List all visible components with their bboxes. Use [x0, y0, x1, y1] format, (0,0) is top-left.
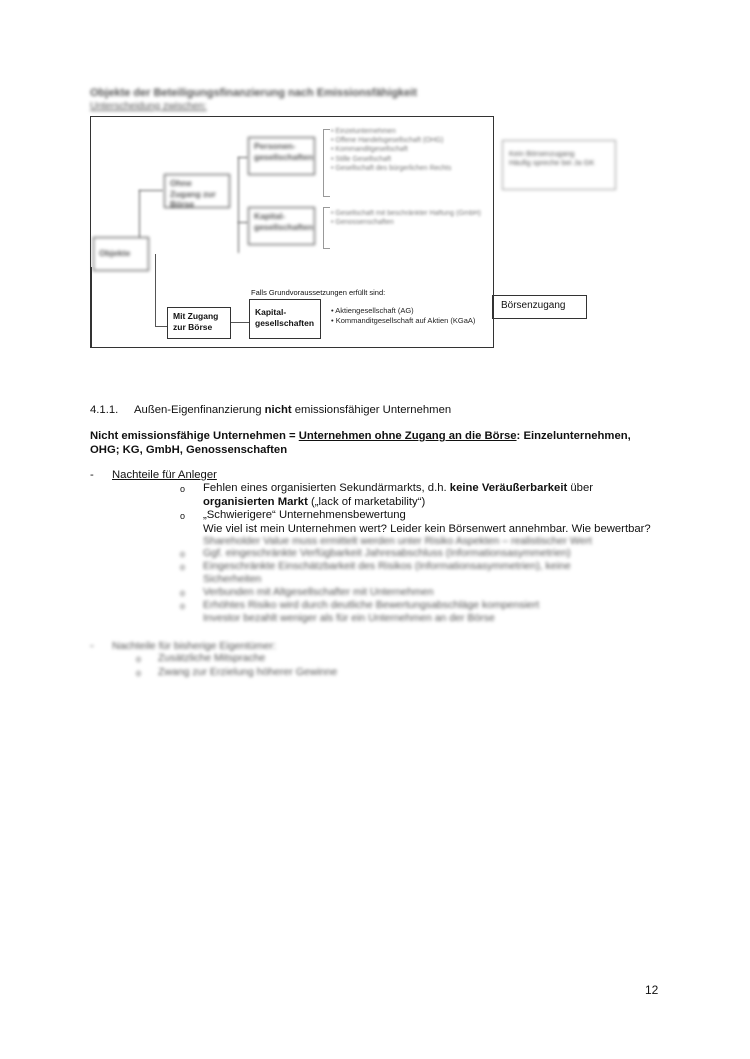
kapitalgesellschaften-upper-node: Kapital-gesellschaften	[248, 207, 315, 245]
cons-investors-heading: Nachteile für Anleger	[112, 469, 217, 481]
boersenzugang-box: Börsenzugang	[492, 295, 587, 319]
list-item: • Stille Gesellschaft	[331, 155, 491, 164]
condition-text: Falls Grundvoraussetzungen erfüllt sind:	[251, 288, 386, 297]
item1-bold2: organisierten Markt	[203, 495, 308, 508]
cons-item-valuation	[203, 509, 663, 536]
heading-post: emissionsfähiger Unternehmen	[291, 404, 452, 416]
cons-owners-heading: Nachteile für bisherige Eigentümer:	[112, 640, 277, 652]
personen-list	[331, 127, 491, 173]
blurred-line: Ggf. eingeschränkte Verfügbarkeit Jahresabschluss (Informationsasymmetrien)	[203, 547, 571, 559]
diagram-title: Objekte der Beteiligungsfinanzierung nach Emissionsfähigkeit	[90, 87, 418, 99]
section-heading	[90, 404, 451, 418]
personengesellschaften-node: Personen-gesellschaften	[248, 137, 315, 175]
circle-bullet-icon: o	[136, 668, 142, 678]
cons-owners-item: Zusätzliche Mitsprache	[158, 652, 266, 664]
dash-bullet: -	[90, 640, 94, 652]
definition-rest: : Einzelunternehmen, OHG; KG, GmbH, Genossenschaften	[90, 430, 631, 456]
section-number: 4.1.1.	[90, 404, 119, 416]
list-item: • Genossenschaften	[331, 218, 491, 227]
item2-line2: Wie viel ist mein Unternehmen wert? Leider kein Börsenwert annehmbar. Wie bewertbar?	[203, 522, 651, 535]
item1-mid: über	[567, 482, 593, 494]
circle-bullet-icon: o	[180, 549, 186, 559]
circle-bullet-icon: o	[180, 562, 186, 572]
list-item: • Einzelunternehmen	[331, 127, 491, 136]
kein-boersenzugang-box	[502, 140, 616, 190]
heading-pre: Außen-Eigenfinanzierung	[134, 404, 265, 416]
root-node: Objekte	[93, 237, 149, 271]
cons-item-marketability	[203, 482, 663, 509]
circle-bullet-icon: o	[180, 601, 186, 611]
kein-boersenzugang-sub: Häufig spreche bei Ja GK	[509, 158, 595, 167]
item1-post: („lack of marketability“)	[307, 495, 426, 508]
mit-zugang-node: Mit Zugang zur Börse	[167, 307, 231, 339]
item1-bold1: keine Veräußerbarkeit	[449, 482, 568, 494]
diagram-frame	[90, 116, 494, 348]
blurred-line: Erhöhtes Risiko wird durch deutliche Bewertungsabschläge kompensiert	[203, 599, 540, 611]
item2-line1: „Schwierigere“ Unternehmensbewertung	[203, 509, 406, 521]
list-item: • Kommanditgesellschaft auf Aktien (KGaA)	[331, 316, 481, 326]
ohne-zugang-node: Ohne Zugang zur Börse	[164, 174, 230, 208]
kein-boersenzugang-title: Kein Börsenzugang	[509, 149, 575, 158]
circle-bullet-icon: o	[180, 511, 186, 521]
diagram-subtitle: Unterscheidung zwischen:	[90, 101, 207, 112]
circle-bullet-icon: o	[180, 484, 186, 494]
list-item: • Aktiengesellschaft (AG)	[331, 306, 481, 316]
page-number: 12	[645, 983, 659, 997]
list-item: • Kommanditgesellschaft	[331, 145, 491, 154]
definition-lead: Nicht emissionsfähige Unternehmen =	[90, 430, 299, 442]
item1-pre: Fehlen eines organisierten Sekundärmarkts, d.h.	[203, 482, 450, 494]
blurred-line: Shareholder Value muss ermittelt werden unter Risiko Aspekten – realistischer Wert	[203, 535, 592, 547]
definition-paragraph	[90, 430, 650, 457]
dash-bullet: -	[90, 469, 94, 481]
definition-underlined: Unternehmen ohne Zugang an die Börse	[298, 430, 517, 442]
heading-bold: nicht	[264, 404, 292, 416]
cons-owners-item: Zwang zur Erzielung höherer Gewinne	[158, 666, 338, 678]
blurred-line: Investor bezahlt weniger als für ein Unternehmen an der Börse	[203, 612, 495, 624]
list-item: • Gesellschaft des bürgerlichen Rechts	[331, 164, 491, 173]
kapitalgesellschaften-lower-node: Kapital-gesellschaften	[249, 299, 321, 339]
list-item: • Offene Handelsgesellschaft (OHG)	[331, 136, 491, 145]
blurred-line: Sicherheiten	[203, 573, 262, 585]
list-item: • Gesellschaft mit beschränkter Haftung (GmbH)	[331, 209, 491, 218]
kapital-upper-list	[331, 209, 491, 227]
circle-bullet-icon: o	[136, 654, 142, 664]
circle-bullet-icon: o	[180, 588, 186, 598]
blurred-line: Eingeschränkte Einschätzbarkeit des Risikos (Informationsasymmetrien), keine	[203, 560, 571, 572]
blurred-line: Verbunden mit Altgesellschafter mit Unternehmen	[203, 586, 434, 598]
kapital-lower-list	[331, 306, 481, 326]
